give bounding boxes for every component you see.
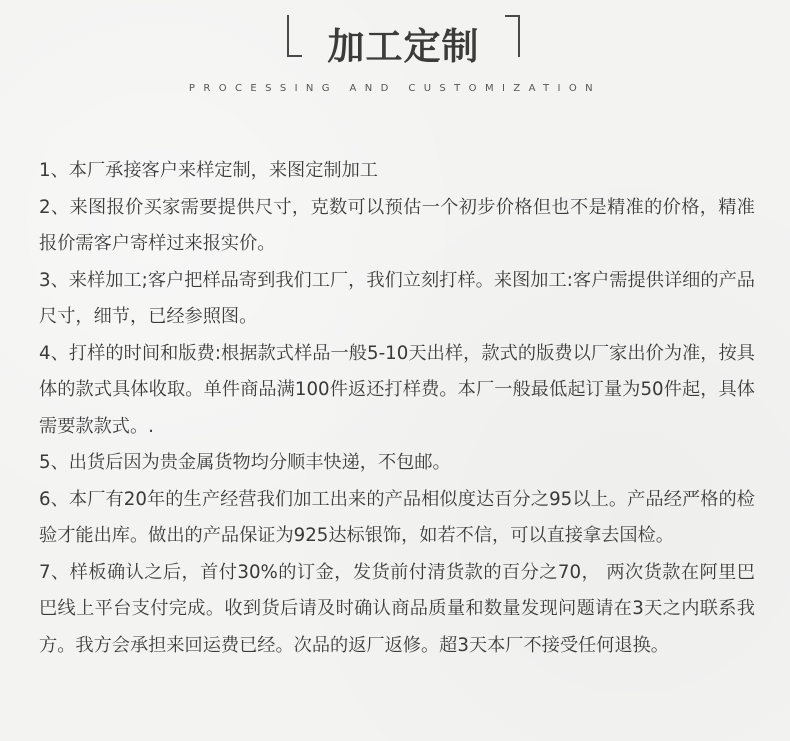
terms-item-1: 1、本厂承接客户来样定制，来图定制加工 xyxy=(39,160,378,181)
terms-item-4: 4、打样的时间和版费:根据款式样品一般5-10天出样，款式的版费以厂家出价为准，按具体的款式具体收取。单件商品满100件返还打样费。本厂一般最低起订量为50件起，具体需要款款式。. xyxy=(39,342,755,437)
page-title: 加工定制 xyxy=(327,25,480,68)
terms-item-6: 6、本厂有20年的生产经营我们加工出来的产品相似度达百分之95以上。产品经严格的检验才能出库。做出的产品保证为925达标银饰，如若不信，可以直接拿去国检。 xyxy=(39,488,755,546)
terms-item-2: 2、来图报价买家需要提供尺寸，克数可以预估一个初步价格但也不是精准的价格，精准报价需客户寄样过来报实价。 xyxy=(39,196,755,254)
terms-item-7: 7、样板确认之后，首付30%的订金，发货前付清货款的百分之70， 两次货款在阿里巴巴线上平台支付完成。收到货后请及时确认商品质量和数量发现问题请在3天之内联系我方。我方会承担来回运费已经。次品的返厂返修。超3天本厂不接受任何退换。 xyxy=(39,561,755,656)
page-subtitle: PROCESSING AND CUSTOMIZATION xyxy=(188,83,602,94)
terms-item-5: 5、出货后因为贵金属货物均分顺丰快递，不包邮。 xyxy=(39,452,451,473)
terms-item-3: 3、来样加工;客户把样品寄到我们工厂，我们立刻打样。来图加工:客户需提供详细的产品尺寸，细节，已经参照图。 xyxy=(39,269,755,327)
header xyxy=(0,0,790,100)
title-frame xyxy=(287,15,520,68)
terms-list xyxy=(39,153,755,664)
